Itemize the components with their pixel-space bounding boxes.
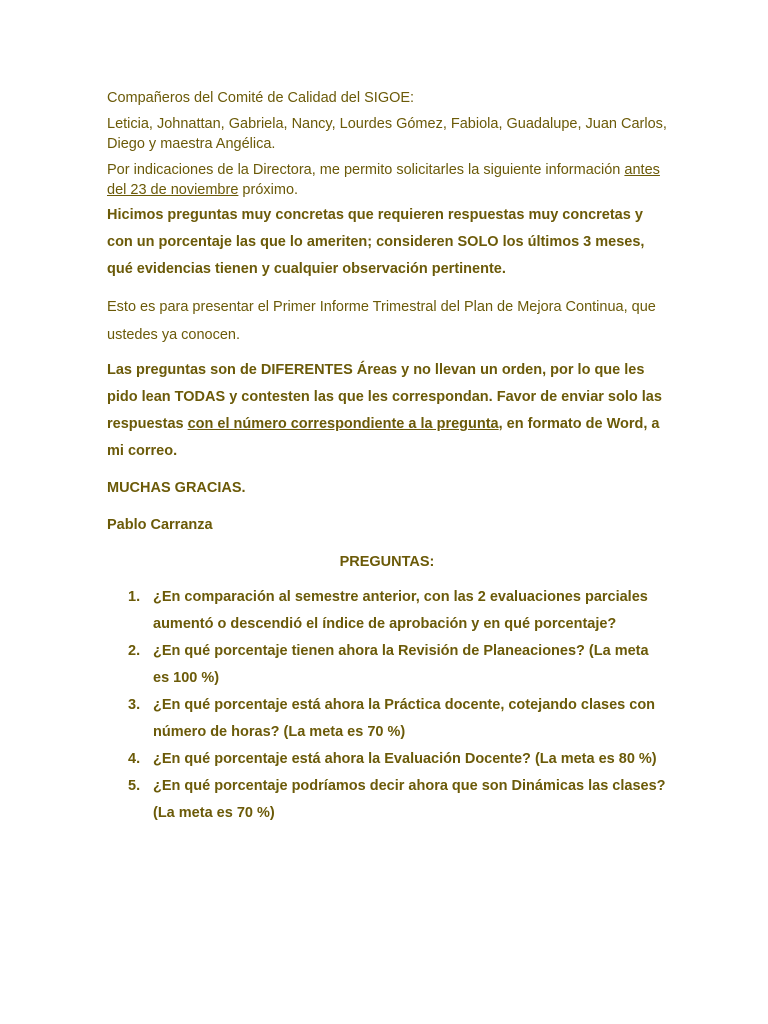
question-number: 2. bbox=[128, 643, 141, 659]
list-item bbox=[107, 746, 667, 773]
recipient-names: Leticia, Johnattan, Gabriela, Nancy, Lourdes Gómez, Fabiola, Guadalupe, Juan Carlos, Diego y maestra Angélica. bbox=[107, 116, 667, 152]
instructions-paragraph: Hicimos preguntas muy concretas que requieren respuestas muy concretas y con un porcentaje las que lo ameriten; consideren SOLO los últimos 3 meses, qué evidencias tienen y cualquier observación pertinente. bbox=[107, 207, 645, 277]
list-item bbox=[107, 692, 667, 746]
questions-list bbox=[107, 584, 667, 827]
instructions-areas-paragraph bbox=[107, 357, 667, 465]
instructions-areas-after: , en formato de Word, a mi correo. bbox=[107, 416, 660, 459]
thanks: MUCHAS GRACIAS. bbox=[107, 480, 246, 496]
question-number: 5. bbox=[128, 778, 141, 794]
instructions-areas-before: Las preguntas son de DIFERENTES Áreas y no llevan un orden, por lo que les pido lean TODAS y contesten las que les correspondan. Favor de enviar solo las respuestas bbox=[107, 362, 662, 432]
question-number: 3. bbox=[128, 697, 141, 713]
question-text: ¿En qué porcentaje podríamos decir ahora que son Dinámicas las clases? (La meta es 70 %) bbox=[153, 778, 666, 821]
purpose-paragraph: Esto es para presentar el Primer Informe Trimestral del Plan de Mejora Continua, que ustedes ya conocen. bbox=[107, 299, 656, 343]
greeting: Compañeros del Comité de Calidad del SIGOE: bbox=[107, 90, 415, 106]
list-item bbox=[107, 584, 667, 638]
list-item bbox=[107, 638, 667, 692]
question-number: 1. bbox=[128, 589, 141, 605]
question-text: ¿En qué porcentaje está ahora la Práctica docente, cotejando clases con número de horas? (La meta es 70 %) bbox=[153, 697, 656, 740]
question-text: ¿En qué porcentaje tienen ahora la Revisión de Planeaciones? (La meta es 100 %) bbox=[153, 643, 649, 686]
question-text: ¿En qué porcentaje está ahora la Evaluación Docente? (La meta es 80 %) bbox=[153, 751, 657, 767]
question-number: 4. bbox=[128, 751, 141, 767]
request-paragraph bbox=[107, 160, 667, 200]
questions-title: PREGUNTAS: bbox=[339, 554, 435, 570]
request-deadline: antes del 23 de noviembre bbox=[107, 162, 660, 198]
instructions-areas-underlined: con el número correspondiente a la pregunta bbox=[187, 416, 499, 432]
request-text-after: próximo. bbox=[238, 182, 299, 198]
request-text-before: Por indicaciones de la Directora, me permito solicitarles la siguiente información bbox=[107, 162, 625, 178]
signature: Pablo Carranza bbox=[107, 517, 213, 533]
document-page bbox=[107, 88, 667, 827]
question-text: ¿En comparación al semestre anterior, con las 2 evaluaciones parciales aumentó o descendió el índice de aprobación y en qué porcentaje? bbox=[153, 589, 648, 632]
list-item bbox=[107, 773, 667, 827]
